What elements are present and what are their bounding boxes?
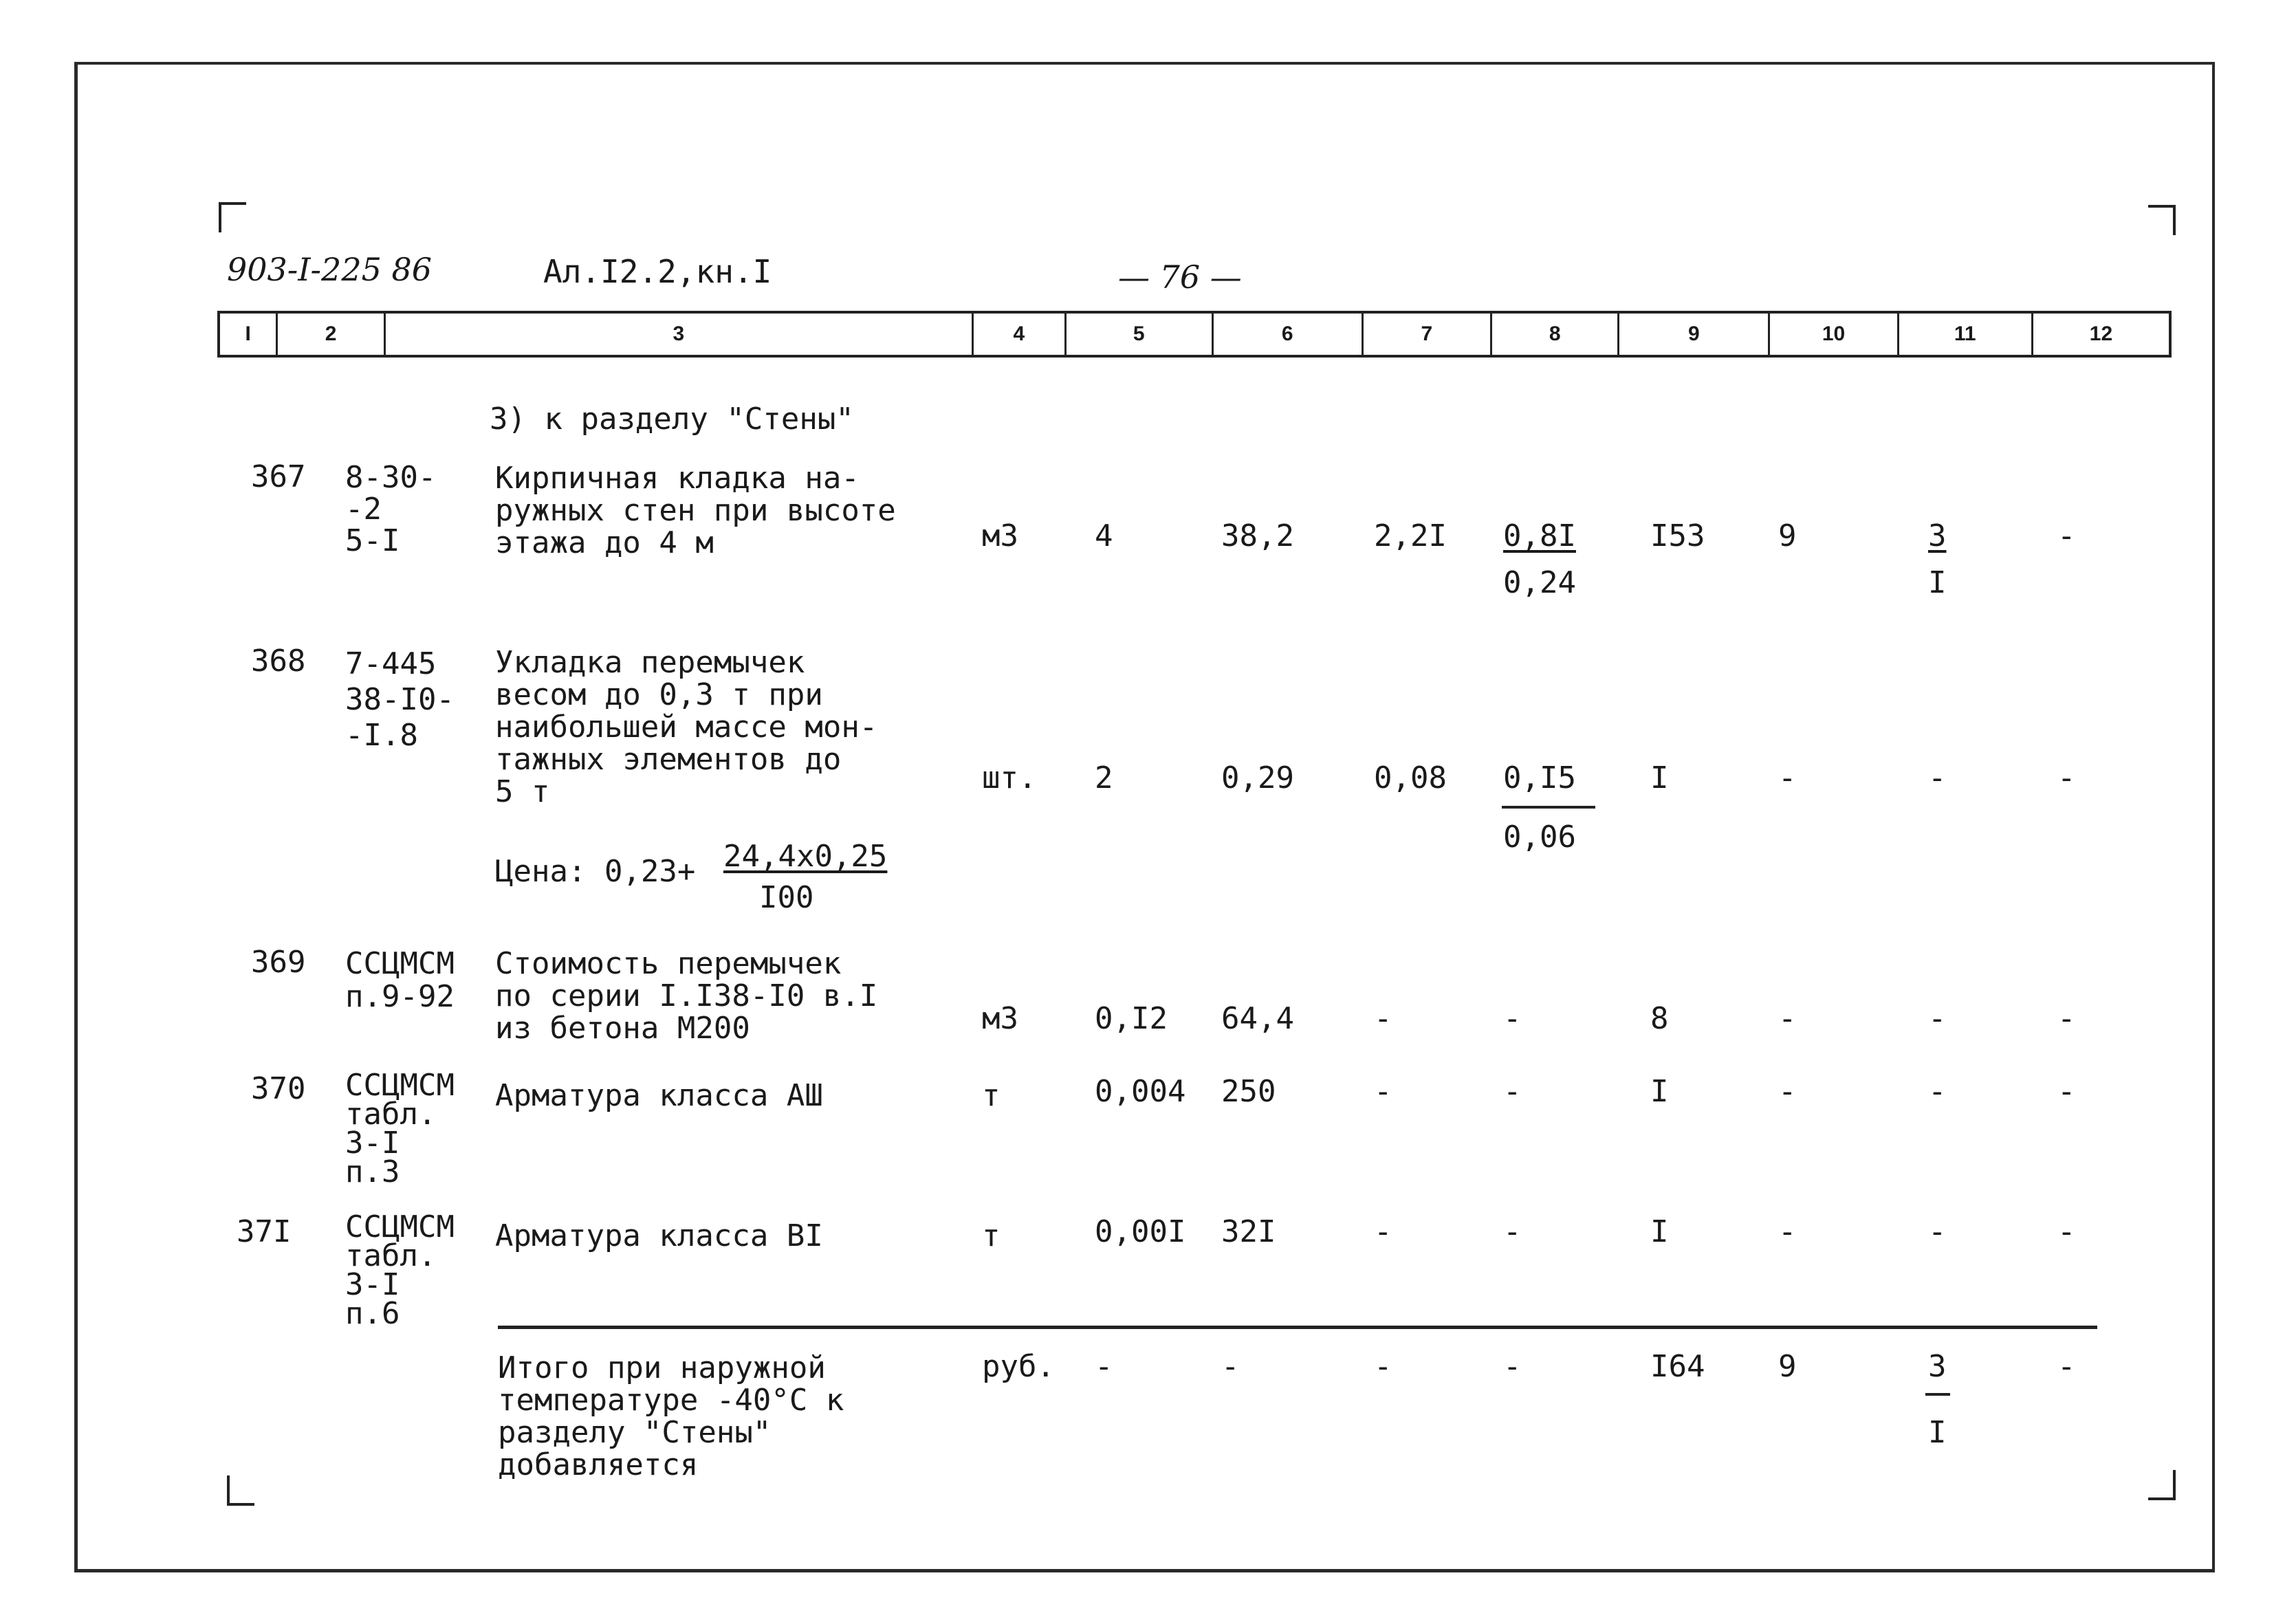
column-number-row — [217, 311, 2172, 358]
quantity: 4 — [1095, 518, 1113, 553]
section-title: 3) к разделу "Стены" — [490, 402, 854, 437]
total-column-10: 9 — [1778, 1349, 1797, 1384]
corner-mark-bottom-left — [227, 1475, 254, 1506]
column-8-numerator: 0,8I — [1503, 518, 1576, 553]
rate-code: ССЦМСМ табл. 3-I п.6 — [345, 1209, 455, 1331]
column-8-numerator: 0,I5 — [1503, 760, 1576, 795]
column-8-value: - — [1503, 1214, 1522, 1249]
column-9-value: 8 — [1650, 1001, 1669, 1036]
column-8-value: - — [1503, 1074, 1522, 1109]
column-12-value: - — [2057, 518, 2076, 553]
column-12-value: - — [2057, 760, 2076, 795]
row-number: 367 — [251, 459, 306, 494]
column-number: 4 — [974, 314, 1067, 355]
column-11-value: - — [1928, 760, 1947, 795]
price-formula-denominator: I00 — [759, 880, 814, 915]
column-7-value: - — [1374, 1001, 1392, 1036]
corner-mark-top-right — [2148, 205, 2176, 235]
work-description: Арматура класса АШ — [495, 1078, 823, 1113]
work-description: Арматура класса BI — [495, 1218, 823, 1253]
column-9-value: I — [1650, 760, 1669, 795]
album-reference: Ал.I2.2,кн.I — [543, 253, 772, 290]
column-12-value: - — [2057, 1074, 2076, 1109]
work-description: Кирпичная кладка на- ружных стен при высоте этажа до 4 м — [495, 461, 896, 560]
corner-mark-top-left — [219, 202, 246, 232]
column-7-value: 2,2I — [1374, 518, 1447, 553]
column-11-denominator: I — [1928, 565, 1947, 600]
column-10-value: - — [1778, 1001, 1797, 1036]
column-number: I — [220, 314, 278, 355]
column-9-value: I — [1650, 1214, 1669, 1249]
price-formula-numerator: 24,4х0,25 — [723, 839, 888, 874]
quantity: 2 — [1095, 760, 1113, 795]
total-column-9: I64 — [1650, 1349, 1705, 1384]
column-7-value: - — [1374, 1074, 1392, 1109]
column-11-value: - — [1928, 1074, 1947, 1109]
unit: шт. — [982, 760, 1037, 795]
total-column-6: - — [1221, 1349, 1240, 1384]
total-column-11-denominator: I — [1928, 1415, 1947, 1450]
fraction-bar — [1925, 1393, 1950, 1396]
unit: т — [982, 1218, 1001, 1253]
column-number: 12 — [2089, 322, 2113, 345]
unit-price: 38,2 — [1221, 518, 1294, 553]
column-number: 9 — [1619, 314, 1770, 355]
quantity: 0,I2 — [1095, 1001, 1168, 1036]
price-formula-prefix: Цена: 0,23+ — [495, 854, 696, 889]
page-number: — 76 — — [1118, 259, 1242, 296]
fraction-bar — [1502, 806, 1595, 809]
column-8-denominator: 0,24 — [1503, 565, 1576, 600]
unit-price: 32I — [1221, 1214, 1276, 1249]
column-9-value: I — [1650, 1074, 1669, 1109]
column-7-value: - — [1374, 1214, 1392, 1249]
column-8-denominator: 0,06 — [1503, 820, 1576, 855]
document-code: 903-I-225 86 — [227, 251, 433, 288]
rate-code: ССЦМСМ п.9-92 — [345, 946, 455, 1014]
total-column-7: - — [1374, 1349, 1392, 1384]
total-column-12: - — [2057, 1349, 2076, 1384]
row-number: 37I — [237, 1214, 292, 1249]
column-10-value: 9 — [1778, 518, 1797, 553]
column-number: 10 — [1770, 314, 1899, 355]
column-7-value: 0,08 — [1374, 760, 1447, 795]
total-description: Итого при наружной температуре -40°С к разделу "Стены" добавляется — [498, 1350, 844, 1482]
total-unit: руб. — [982, 1349, 1055, 1384]
column-8-value: - — [1503, 1001, 1522, 1036]
column-11-value: - — [1928, 1001, 1947, 1036]
rate-code: 7-445 38-I0- -I.8 — [345, 646, 455, 753]
corner-mark-bottom-right — [2148, 1470, 2176, 1500]
unit: т — [982, 1078, 1001, 1113]
rate-code: 8-30- -2 5-I — [345, 460, 437, 558]
column-11-numerator: 3 — [1928, 518, 1947, 553]
column-number: 6 — [1214, 314, 1364, 355]
total-column-5: - — [1095, 1349, 1113, 1384]
unit: м3 — [982, 1001, 1018, 1036]
total-column-8: - — [1503, 1349, 1522, 1384]
column-number: 8 — [1492, 314, 1619, 355]
unit: м3 — [982, 518, 1018, 553]
rate-code: ССЦМСМ табл. 3-I п.3 — [345, 1068, 455, 1189]
column-10-value: - — [1778, 1214, 1797, 1249]
total-separator-line — [498, 1326, 2097, 1329]
unit-price: 250 — [1221, 1074, 1276, 1109]
row-number: 370 — [251, 1071, 306, 1106]
column-10-value: - — [1778, 1074, 1797, 1109]
column-12-value: - — [2057, 1001, 2076, 1036]
column-number: 2 — [278, 314, 386, 355]
column-11-value: - — [1928, 1214, 1947, 1249]
column-12-value: - — [2057, 1214, 2076, 1249]
column-number: 7 — [1364, 314, 1492, 355]
column-9-value: I53 — [1650, 518, 1705, 553]
total-column-11-numerator: 3 — [1928, 1349, 1947, 1384]
work-description: Укладка перемычек весом до 0,3 т при наибольшей массе мон- тажных элементов до 5 т — [495, 645, 878, 809]
column-number: 11 — [1899, 314, 2033, 355]
unit-price: 64,4 — [1221, 1001, 1294, 1036]
row-number: 368 — [251, 644, 306, 679]
column-number: 3 — [386, 314, 974, 355]
column-10-value: - — [1778, 760, 1797, 795]
row-number: 369 — [251, 945, 306, 980]
unit-price: 0,29 — [1221, 760, 1294, 795]
quantity: 0,004 — [1095, 1074, 1186, 1109]
column-number: 5 — [1067, 314, 1214, 355]
work-description: Стоимость перемычек по серии I.I38-I0 в.I из бетона М200 — [495, 946, 878, 1046]
quantity: 0,00I — [1095, 1214, 1186, 1249]
